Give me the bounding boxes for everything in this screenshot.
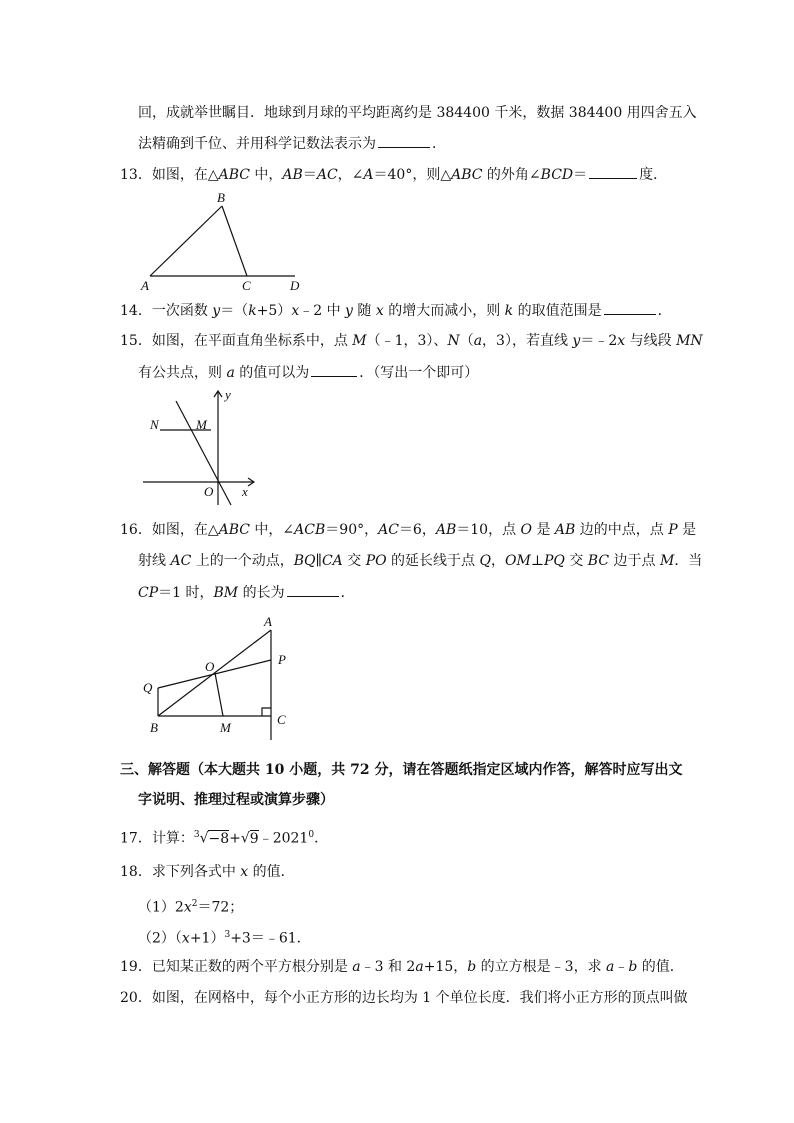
q19-t: 的值． xyxy=(637,959,684,975)
cube-root-icon: √ xyxy=(199,830,209,847)
q16-m: ACB xyxy=(294,522,326,538)
q16-m: M xyxy=(659,553,675,569)
q16-m: BC xyxy=(587,553,610,569)
q15-m: y xyxy=(572,333,581,349)
q16-t: 的延长线于点 xyxy=(386,553,480,569)
q15-t: （﹣1，3）、 xyxy=(366,333,448,349)
q15-m: x xyxy=(617,333,626,349)
q15-m: M xyxy=(352,333,367,349)
q15-stem-line1 xyxy=(120,331,703,351)
label-m: M xyxy=(196,417,207,432)
q14-t: 随 xyxy=(352,303,376,319)
q19-stem xyxy=(120,957,684,977)
answer-blank[interactable] xyxy=(378,133,430,148)
answer-blank[interactable] xyxy=(287,582,339,597)
section-3-text2: 字说明、推理过程或演算步骤） xyxy=(138,792,334,808)
q16-t: 上的一个动点， xyxy=(191,553,294,569)
q17-t: + xyxy=(229,830,241,847)
q16-t: ， xyxy=(491,553,505,569)
q16-t: 16．如图，在△ xyxy=(120,522,219,538)
q12-line1 xyxy=(138,103,697,123)
q15-t: （ xyxy=(459,333,474,349)
label-o: O xyxy=(205,659,215,674)
label-b: B xyxy=(150,720,158,735)
q16-m: AB xyxy=(435,522,457,538)
label-x: x xyxy=(242,484,248,499)
q17-t: ． xyxy=(314,830,329,847)
q14-t: 的取值范围是 xyxy=(513,303,602,319)
q18-m: x xyxy=(181,930,190,947)
q14-t: ＝（ xyxy=(220,303,249,319)
label-c: C xyxy=(242,278,251,293)
q13-m: BCD xyxy=(540,167,574,183)
q19-t: 的立方根是﹣3，求 xyxy=(476,959,607,975)
label-b: B xyxy=(217,190,225,205)
q13-t: 度． xyxy=(639,167,668,183)
q16-t: 是 xyxy=(677,522,697,538)
q19-t: +15， xyxy=(423,959,468,975)
q16-m: AB xyxy=(554,522,576,538)
q14-m: x xyxy=(375,303,384,319)
q13-t: ＝40°，则△ xyxy=(373,167,452,183)
q16-stem-line1 xyxy=(120,520,696,540)
q13-t: ＝ xyxy=(573,167,588,183)
q19-m: a xyxy=(415,959,424,975)
q14-t: +5） xyxy=(256,303,292,319)
label-q: Q xyxy=(143,680,153,695)
q15-m: MN xyxy=(676,333,703,349)
q13-t: 的外角∠ xyxy=(482,167,541,183)
section-3-heading-line2 xyxy=(138,790,334,810)
q17-cube-arg: −8 xyxy=(208,830,230,847)
q16-t: 边的中点，点 xyxy=(575,522,669,538)
line-qp xyxy=(158,660,271,688)
q15-t: 的值可以为 xyxy=(234,365,310,381)
q15-t: 与线段 xyxy=(625,333,677,349)
q16-m: OM xyxy=(505,553,531,569)
q16-stem-line3 xyxy=(138,582,355,603)
q16-t: 射线 xyxy=(138,553,171,569)
q16-t: 是 xyxy=(532,522,555,538)
q19-m: a xyxy=(352,959,361,975)
label-y: y xyxy=(225,387,231,402)
q16-t: ＝10，点 xyxy=(456,522,521,538)
q17-sqrt-arg: 9 xyxy=(249,830,259,847)
q16-t: 中，∠ xyxy=(249,522,295,538)
q19-t: ﹣ xyxy=(614,959,629,975)
q17-t: 17．计算： xyxy=(120,830,194,847)
q16-m: O xyxy=(520,522,533,538)
label-m: M xyxy=(220,720,231,735)
q15-t: ＝﹣2 xyxy=(580,333,618,349)
label-a: A xyxy=(264,614,272,629)
q14-stem xyxy=(120,300,672,321)
label-o: O xyxy=(204,484,214,499)
label-a: A xyxy=(141,278,149,293)
q16-m: Q xyxy=(479,553,491,569)
q14-m: y xyxy=(345,303,353,319)
q19-t: 19．已知某正数的两个平方根分别是 xyxy=(120,959,353,975)
label-c: C xyxy=(277,712,286,727)
q12-end: ． xyxy=(432,136,446,152)
q13-stem xyxy=(120,164,667,185)
q12-line2 xyxy=(138,133,446,154)
q16-m: ABC xyxy=(218,522,250,538)
answer-blank[interactable] xyxy=(311,362,357,377)
q20-t: 20．如图，在网格中，每个小正方形的边长均为 1 个单位长度．我们将小正方形的顶点叫做 xyxy=(120,990,688,1006)
answer-blank[interactable] xyxy=(589,164,637,179)
q15-t: 有公共点，则 xyxy=(138,365,227,381)
q14-m: x xyxy=(291,303,300,319)
q18-t: 的值． xyxy=(248,864,295,880)
q16-t: ＝90°， xyxy=(325,522,379,538)
q16-m: BQ xyxy=(293,553,316,569)
q18-exp: 2 xyxy=(191,899,198,909)
q18-stem xyxy=(120,862,295,882)
q15-m: a xyxy=(226,365,235,381)
q16-m: CP xyxy=(138,585,159,601)
q16-t: 交 xyxy=(342,553,366,569)
q17-stem xyxy=(120,825,328,849)
q14-m: y xyxy=(212,303,221,319)
q14-t: 14．一次函数 xyxy=(120,303,213,319)
q13-t: ，∠ xyxy=(337,167,364,183)
q16-m: BM xyxy=(213,585,239,601)
q15-t: ，3），若直线 xyxy=(482,333,573,349)
q16-m: P xyxy=(668,522,678,538)
q15-m: a xyxy=(473,333,483,349)
q13-t: 13．如图，在△ xyxy=(120,167,219,183)
q18-t: +3＝﹣61． xyxy=(230,930,311,947)
q14-t: ． xyxy=(657,303,672,319)
right-angle-mark xyxy=(262,708,271,716)
q18-t: （2）（ xyxy=(138,930,182,947)
q18-part2 xyxy=(138,925,311,949)
q16-t: ＝1 时， xyxy=(158,585,214,601)
label-n: N xyxy=(150,417,159,432)
line-bc xyxy=(222,206,247,276)
q16-m: PQ xyxy=(543,553,565,569)
q18-m: x xyxy=(183,899,192,916)
q15-t: 15．如图，在平面直角坐标系中，点 xyxy=(120,333,353,349)
sqrt-icon: √ xyxy=(240,830,250,847)
q16-m: AC xyxy=(170,553,192,569)
q18-t: ＝72； xyxy=(197,899,244,916)
q20-stem xyxy=(120,988,688,1008)
q18-part1 xyxy=(138,894,243,918)
q16-m: CA xyxy=(321,553,343,569)
q18-t: 18．求下列各式中 xyxy=(120,864,241,880)
q19-m: b xyxy=(628,959,638,975)
cube-root-index: 3 xyxy=(193,830,200,840)
line-ab xyxy=(158,630,271,716)
q14-m: k xyxy=(504,303,514,319)
q19-m: b xyxy=(467,959,477,975)
q14-t: ﹣2 中 xyxy=(299,303,346,319)
q13-m: AC xyxy=(316,167,338,183)
label-p: P xyxy=(278,652,286,667)
q13-m: AB xyxy=(282,167,303,183)
q13-m: ABC xyxy=(451,167,483,183)
q16-t: 的长为 xyxy=(238,585,285,601)
q18-t: +1） xyxy=(189,930,225,947)
q18-m: x xyxy=(240,864,249,880)
q18-exp: 3 xyxy=(224,930,231,940)
label-d: D xyxy=(290,278,300,293)
q15-m: N xyxy=(447,333,460,349)
q16-t: ⊥ xyxy=(530,553,544,569)
q17-exp: 0 xyxy=(308,830,315,840)
line-om xyxy=(215,673,223,716)
q16-triangle-figure xyxy=(138,612,298,742)
q19-m: a xyxy=(606,959,615,975)
q19-t: ﹣3 和 2 xyxy=(360,959,416,975)
q15-t: ．（写出一个即可） xyxy=(359,365,479,381)
q13-m: ABC xyxy=(218,167,250,183)
q15-coordinate-figure xyxy=(138,385,263,510)
answer-blank[interactable] xyxy=(604,300,656,315)
q13-triangle-figure xyxy=(135,190,315,295)
q16-t: ∥ xyxy=(315,553,322,569)
q12-text2: 法精确到千位、并用科学记数法表示为 xyxy=(138,136,376,152)
q16-t: ＝6， xyxy=(398,522,436,538)
q15-stem-line2 xyxy=(138,362,478,383)
section-3-heading xyxy=(120,760,682,780)
q16-m: AC xyxy=(378,522,399,538)
q16-t: 边于点 xyxy=(609,553,660,569)
q16-t: ． xyxy=(340,585,355,601)
q16-t: ．当 xyxy=(674,553,703,569)
q13-m: A xyxy=(363,167,374,183)
q16-m: PO xyxy=(365,553,387,569)
q16-t: 交 xyxy=(564,553,588,569)
q16-stem-line2 xyxy=(138,551,702,571)
section-3-text: 三、解答题（本大题共 10 小题，共 72 分，请在答题纸指定区域内作答，解答时应写出文 xyxy=(120,762,683,778)
q13-t: 中， xyxy=(249,167,283,183)
q13-t: ＝ xyxy=(302,167,317,183)
q14-m: k xyxy=(248,303,257,319)
line-ab xyxy=(150,206,222,276)
q18-t: （1）2 xyxy=(138,899,184,916)
q17-t: ﹣2021 xyxy=(258,830,309,847)
q14-t: 的增大而减小，则 xyxy=(383,303,505,319)
q12-text: 回，成就举世瞩目．地球到月球的平均距离约是 384400 千米，数据 384400 用四舍五入 xyxy=(138,105,697,121)
